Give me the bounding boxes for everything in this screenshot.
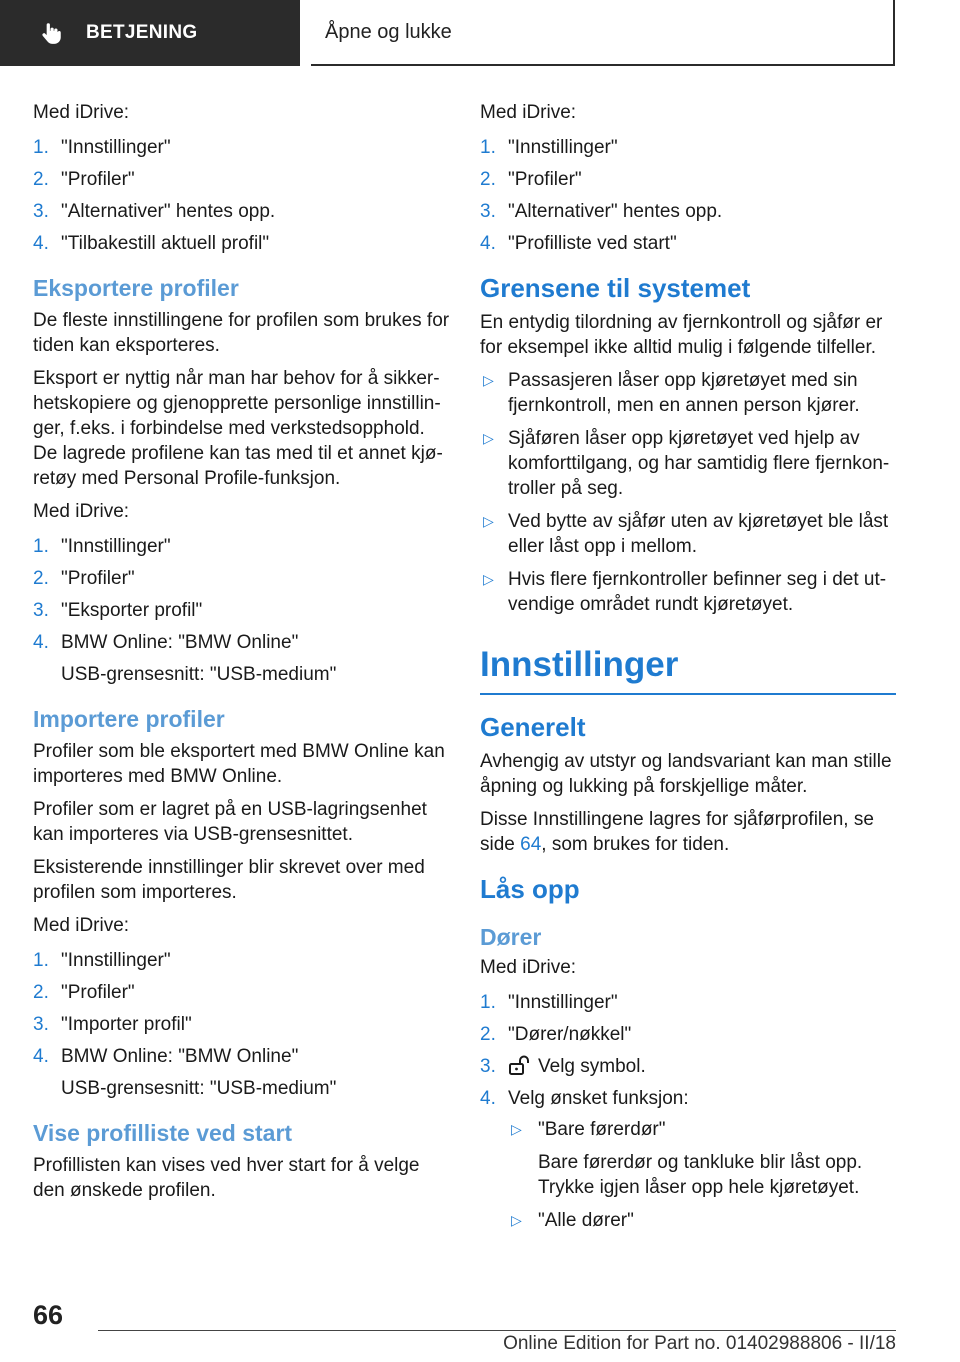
step: 2. "Profiler" xyxy=(33,169,135,190)
general-heading: Generelt xyxy=(480,712,586,742)
step: 1. "Innstillinger" xyxy=(33,536,171,557)
page-reference-link[interactable]: 64 xyxy=(520,834,542,855)
triangle-bullet-icon: ▷ xyxy=(483,513,494,529)
list-item: ▷ Passasjeren låser opp kjøretøyet med sin fjernkontroll, men en annen person kjører. xyxy=(483,370,860,416)
step: 2. "Dører/nøkkel" xyxy=(480,1024,632,1045)
step: 3. Velg symbol. xyxy=(480,1056,646,1077)
export-paragraph: Eksport er nyttig når man har behov for å sikkerhetskopiere og gjenopprette personlige innstillinger, f.eks. i forbindelse med verkstedsopphold. De lagrede profilene kan tas med til et annet kjøretøy med Personal Profile-funksjon. xyxy=(33,368,443,489)
triangle-bullet-icon: ▷ xyxy=(511,1212,522,1228)
list-item: ▷ "Bare førerdør" Bare førerdør og tankluke blir låst opp. Trykke igjen låser opp hele kjøretøyet. xyxy=(511,1119,863,1198)
import-paragraph: Eksisterende innstillinger blir skrevet over med profilen som importeres. xyxy=(33,857,425,903)
unlock-heading: Lås opp xyxy=(480,874,580,904)
steps-export xyxy=(33,534,451,687)
list-item: ▷ "Alle dører" xyxy=(511,1210,634,1231)
step: 3. "Alternativer" hentes opp. xyxy=(33,201,276,222)
steps-import xyxy=(33,948,451,1101)
step: 4. BMW Online: "BMW Online" USB-grensesnitt: "USB-medium" xyxy=(33,632,337,685)
door-options-list xyxy=(508,1117,896,1233)
step: 2. "Profiler" xyxy=(480,169,582,190)
general-paragraph: Avhengig av utstyr og landsvariant kan man stille åpning og lukking på forskjellige måter. xyxy=(480,751,892,797)
step: 3. "Alternativer" hentes opp. xyxy=(480,201,723,222)
triangle-bullet-icon: ▷ xyxy=(483,372,494,388)
triangle-bullet-icon: ▷ xyxy=(511,1121,522,1137)
idrive-intro: Med iDrive: xyxy=(33,102,130,123)
export-paragraph: De fleste innstillingene for profilen som brukes for tiden kan eksporteres. xyxy=(33,310,450,356)
step: 2. "Profiler" xyxy=(33,982,135,1003)
step: 1. "Innstillinger" xyxy=(480,137,618,158)
idrive-intro: Med iDrive: xyxy=(480,957,577,978)
general-paragraph: Disse Innstillingene lagres for sjåførprofilen, se side 64, som brukes for tiden. xyxy=(480,809,874,855)
import-paragraph: Profiler som er lagret på en USB-lagringsenhet kan importeres via USB-grensesnittet. xyxy=(33,799,427,845)
system-limits-heading: Grensene til systemet xyxy=(480,273,751,303)
step: 3. "Eksporter profil" xyxy=(33,600,203,621)
step: 2. "Profiler" xyxy=(33,568,135,589)
system-limits-list xyxy=(480,368,896,617)
step: 3. "Importer profil" xyxy=(33,1014,192,1035)
hand-pointer-icon xyxy=(38,20,64,46)
system-limits-paragraph: En entydig tilordning av fjernkontroll og sjåfør er for eksempel ikke alltid mulig i følgende tilfeller. xyxy=(480,312,883,358)
step: 1. "Innstillinger" xyxy=(33,950,171,971)
idrive-intro: Med iDrive: xyxy=(33,915,130,936)
import-paragraph: Profiler som ble eksportert med BMW Online kan importeres med BMW Online. xyxy=(33,741,445,787)
step: 4. Velg ønsket funksjon: ▷ "Bare førerdør" Bare førerdør og tankluke blir låst opp. Trykke igjen låser opp hele kjøretøyet. ▷ "Alle dører" xyxy=(480,1086,896,1233)
step: 1. "Innstillinger" xyxy=(33,137,171,158)
settings-heading: Innstillinger xyxy=(480,645,896,695)
triangle-bullet-icon: ▷ xyxy=(483,430,494,446)
list-item: ▷ Sjåføren låser opp kjøretøyet ved hjelp av komforttilgang, og har samtidig flere fjernkontroller på seg. xyxy=(483,428,890,499)
page-number: 66 xyxy=(33,1300,64,1330)
unlock-icon xyxy=(508,1055,534,1075)
edition-note: Online Edition for Part no. 01402988806 - II/18 xyxy=(503,1333,896,1354)
steps-reset-profile xyxy=(33,135,451,256)
import-heading: Importere profiler xyxy=(33,706,225,732)
idrive-intro: Med iDrive: xyxy=(480,102,577,123)
step: 4. "Profilliste ved start" xyxy=(480,233,677,254)
chapter-title-box xyxy=(311,0,895,66)
steps-doors xyxy=(480,990,896,1233)
section-tab xyxy=(0,0,300,66)
list-item: ▷ Ved bytte av sjåfør uten av kjøretøyet ble låst eller låst opp i mellom. xyxy=(483,511,889,557)
left-column xyxy=(33,100,451,1211)
steps-profile-list xyxy=(480,135,896,256)
doors-heading: Dører xyxy=(480,924,542,950)
show-profile-list-paragraph: Profillisten kan vises ved hver start for å velge den ønskede profilen. xyxy=(33,1155,420,1201)
idrive-intro: Med iDrive: xyxy=(33,501,130,522)
right-column xyxy=(480,100,896,1243)
show-profile-list-heading: Vise profilliste ved start xyxy=(33,1120,293,1146)
list-item: ▷ Hvis flere fjernkontroller befinner seg i det utvendige området rundt kjøretøyet. xyxy=(483,569,887,615)
export-heading: Eksportere profiler xyxy=(33,275,239,301)
triangle-bullet-icon: ▷ xyxy=(483,571,494,587)
section-label: BETJENING xyxy=(86,22,198,43)
step: 4. "Tilbakestill aktuell profil" xyxy=(33,233,270,254)
step: 4. BMW Online: "BMW Online" USB-grensesnitt: "USB-medium" xyxy=(33,1046,337,1099)
chapter-title: Åpne og lukke xyxy=(325,20,452,43)
step: 1. "Innstillinger" xyxy=(480,992,618,1013)
footer-divider xyxy=(98,1330,896,1331)
